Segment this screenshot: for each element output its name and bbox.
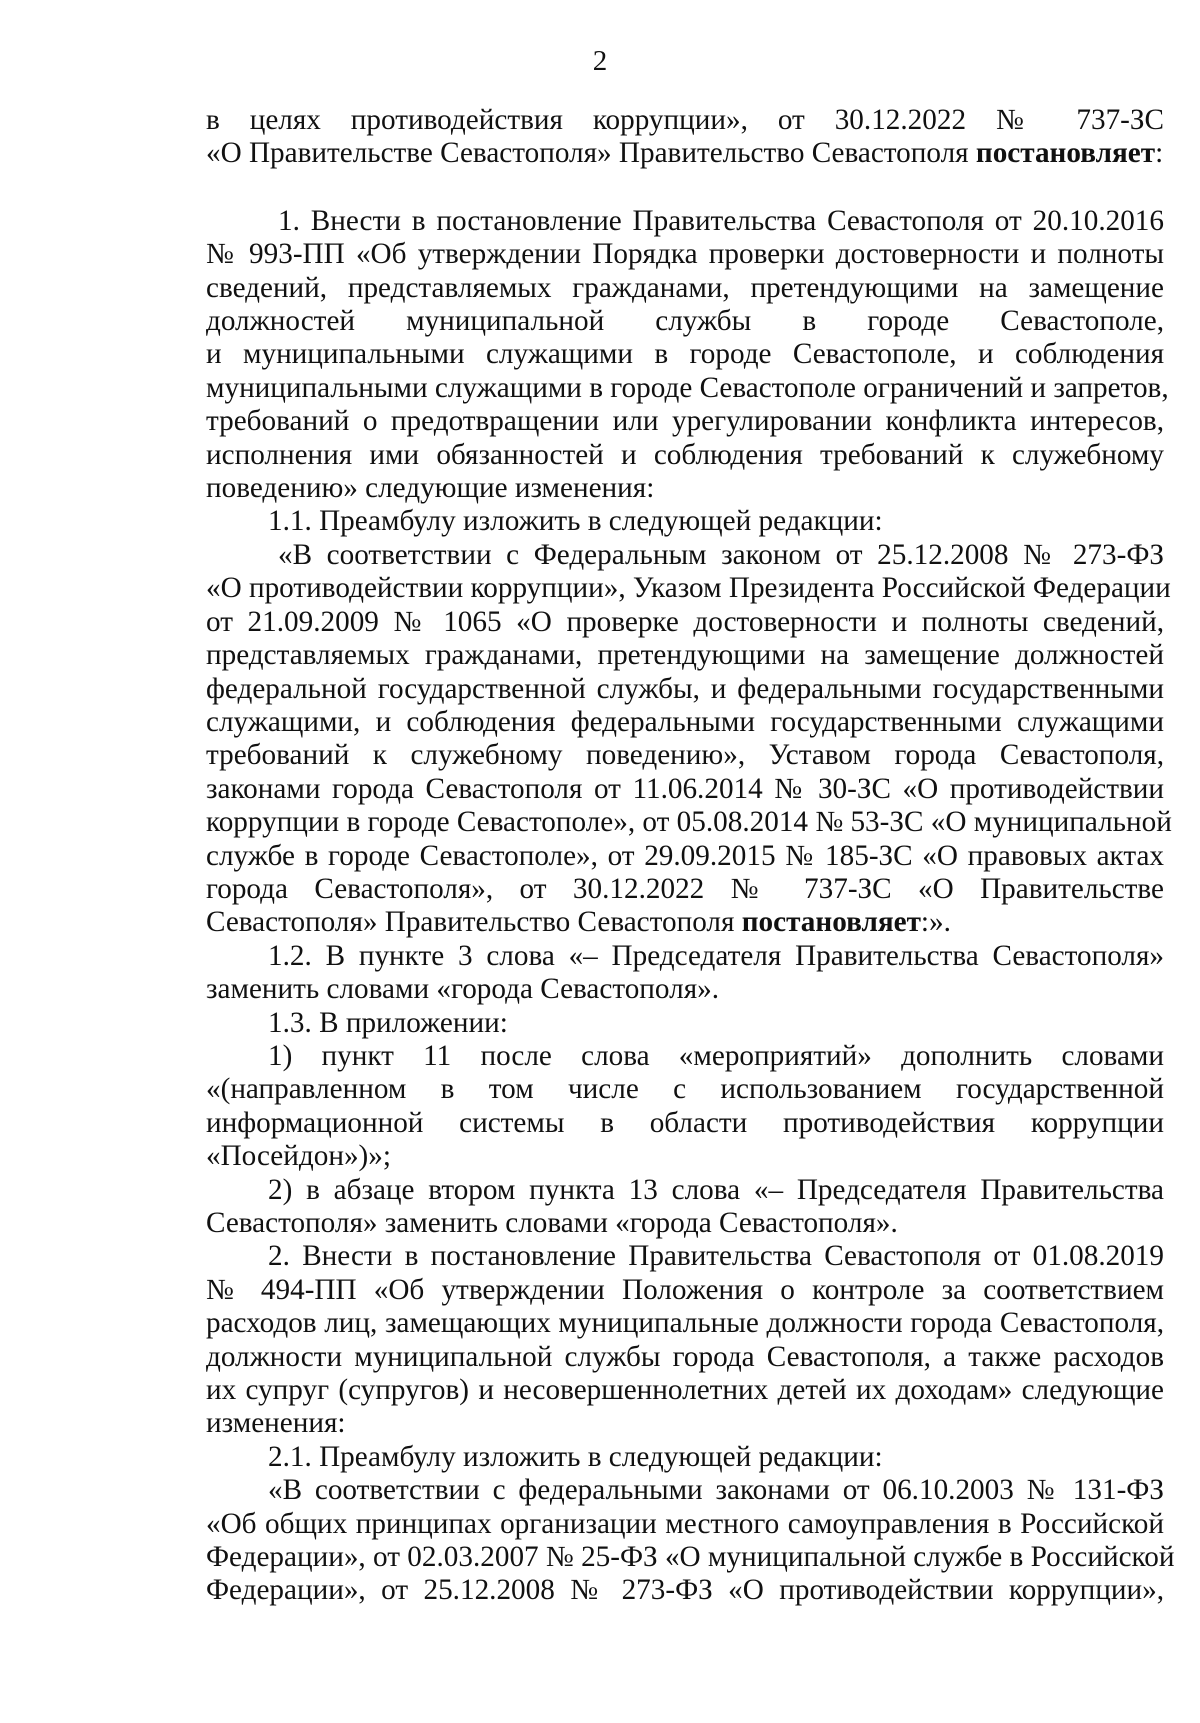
text-line: 2.1. Преамбулу изложить в следующей редакции: bbox=[268, 1440, 883, 1473]
document-body bbox=[206, 104, 1175, 1608]
text-line: сведений, представляемых гражданами, претендующими на замещение bbox=[206, 271, 1164, 304]
page-number: 2 bbox=[592, 45, 608, 77]
text-line: 1. Внести в постановление Правительства Севастополя от 20.10.2016 bbox=[278, 204, 1164, 237]
text-line: в целях противодействия коррупции», от 30.12.2022 № 737-ЗС bbox=[206, 104, 1164, 136]
text-line bbox=[206, 906, 1164, 939]
text-line: исполнения ими обязанностей и соблюдения требований к служебному bbox=[206, 438, 1164, 471]
bold-keyword: постановляет bbox=[741, 906, 921, 939]
text-line: расходов лиц, замещающих муниципальные должности города Севастополя, bbox=[206, 1307, 1164, 1340]
text-line: № 494-ПП «Об утверждении Положения о контроле за соответствием bbox=[206, 1273, 1164, 1306]
text-span: : bbox=[1155, 137, 1164, 170]
text-line: Севастополя» заменить словами «города Севастополя». bbox=[206, 1207, 898, 1239]
text-line: представляемых гражданами, претендующими на замещение должностей bbox=[206, 639, 1164, 672]
text-line: «Об общих принципах организации местного самоуправления в Российской bbox=[206, 1507, 1164, 1540]
text-line: службе в городе Севастополе», от 29.09.2015 № 185-ЗС «О правовых актах bbox=[206, 839, 1164, 872]
text-line: города Севастополя», от 30.12.2022 № 737-ЗС «О Правительстве bbox=[206, 872, 1164, 905]
text-line: коррупции в городе Севастополе», от 05.08.2014 № 53-ЗС «О муниципальной bbox=[206, 806, 1172, 839]
text-line: 1.1. Преамбулу изложить в следующей редакции: bbox=[268, 505, 883, 538]
text-line: изменения: bbox=[206, 1407, 346, 1440]
text-line: Федерации», от 02.03.2007 № 25-ФЗ «О муниципальной службе в Российской bbox=[206, 1541, 1175, 1574]
text-span: Севастополя» Правительство Севастополя bbox=[206, 906, 742, 939]
text-line bbox=[206, 137, 1164, 170]
text-line: законами города Севастополя от 11.06.2014 № 30-ЗС «О противодействии bbox=[206, 772, 1164, 805]
text-span: :». bbox=[920, 906, 951, 939]
text-line: 1) пункт 11 после слова «мероприятий» дополнить словами bbox=[268, 1039, 1164, 1072]
text-line: «В соответствии с федеральными законами от 06.10.2003 № 131-ФЗ bbox=[268, 1474, 1164, 1507]
text-line: должности муниципальной службы города Севастополя, а также расходов bbox=[206, 1340, 1164, 1373]
text-line: информационной системы в области противодействия коррупции bbox=[206, 1106, 1164, 1139]
text-span: «О Правительстве Севастополя» Правительство Севастополя bbox=[206, 137, 976, 170]
text-line: заменить словами «города Севастополя». bbox=[206, 973, 720, 1006]
text-line: и муниципальными служащими в городе Севастополе, и соблюдения bbox=[206, 338, 1164, 371]
text-line: служащими, и соблюдения федеральными государственными служащими bbox=[206, 705, 1164, 738]
text-line: требований к служебному поведению», Уставом города Севастополя, bbox=[206, 739, 1164, 772]
text-line: «В соответствии с Федеральным законом от 25.12.2008 № 273-ФЗ bbox=[278, 538, 1164, 571]
text-line: от 21.09.2009 № 1065 «О проверке достоверности и полноты сведений, bbox=[206, 605, 1164, 638]
text-line: 1.3. В приложении: bbox=[268, 1006, 508, 1039]
text-line: муниципальными служащими в городе Севастополе ограничений и запретов, bbox=[206, 371, 1169, 404]
text-line: 2) в абзаце втором пункта 13 слова «– Председателя Правительства bbox=[268, 1173, 1164, 1206]
text-line: «О противодействии коррупции», Указом Президента Российской Федерации bbox=[206, 572, 1171, 605]
text-line: «Посейдон»)»; bbox=[206, 1140, 391, 1173]
text-line: № 993-ПП «Об утверждении Порядка проверки достоверности и полноты bbox=[206, 238, 1164, 271]
bold-keyword: постановляет bbox=[975, 137, 1156, 170]
text-line: должностей муниципальной службы в городе Севастополе, bbox=[206, 305, 1164, 338]
text-line: их супруг (супругов) и несовершеннолетних детей их доходам» следующие bbox=[206, 1374, 1164, 1407]
text-line: поведению» следующие изменения: bbox=[206, 472, 655, 505]
text-line: требований о предотвращении или урегулировании конфликта интересов, bbox=[206, 405, 1164, 438]
text-line: федеральной государственной службы, и федеральными государственными bbox=[206, 672, 1164, 705]
text-line: 1.2. В пункте 3 слова «– Председателя Правительства Севастополя» bbox=[268, 939, 1164, 972]
text-line: «(направленном в том числе с использованием государственной bbox=[206, 1073, 1164, 1106]
paragraph-gap bbox=[206, 171, 1164, 205]
text-line: Федерации», от 25.12.2008 № 273-ФЗ «О противодействии коррупции», bbox=[206, 1574, 1164, 1607]
text-line: 2. Внести в постановление Правительства Севастополя от 01.08.2019 bbox=[268, 1240, 1164, 1273]
